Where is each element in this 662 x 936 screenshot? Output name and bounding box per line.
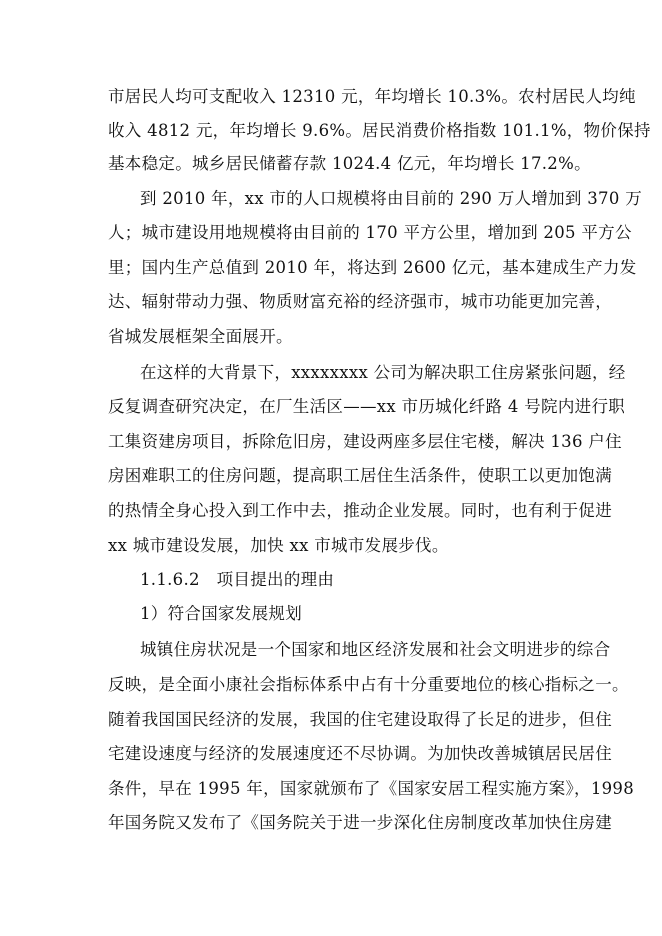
text-line: 收入 4812 元，年均增长 9.6%。居民消费价格指数 101.1%，物价保持 bbox=[108, 121, 651, 140]
text-line: xx 城市建设发展，加快 xx 市城市发展步伐。 bbox=[108, 536, 449, 555]
text-line: 的热情全身心投入到工作中去，推动企业发展。同时，也有利于促进 bbox=[108, 501, 612, 520]
text-line: 宅建设速度与经济的发展速度还不尽协调。为加快改善城镇居民居住 bbox=[108, 744, 612, 763]
section-heading: 1.1.6.2 项目提出的理由 bbox=[140, 570, 335, 589]
text-line: 反复调查研究决定，在厂生活区——xx 市历城化纤路 4 号院内进行职 bbox=[108, 397, 626, 416]
text-line: 市居民人均可支配收入 12310 元，年均增长 10.3%。农村居民人均纯 bbox=[108, 87, 636, 106]
text-line: 省城发展框架全面展开。 bbox=[108, 327, 293, 346]
text-line: 工集资建房项目，拆除危旧房，建设两座多层住宅楼，解决 136 户住 bbox=[108, 432, 622, 451]
text-line: 年国务院又发布了《国务院关于进一步深化住房制度改革加快住房建 bbox=[108, 813, 612, 832]
text-line: 条件，早在 1995 年，国家就颁布了《国家安居工程实施方案》，1998 bbox=[108, 779, 635, 798]
text-line: 基本稳定。城乡居民储蓄存款 1024.4 亿元，年均增长 17.2%。 bbox=[108, 154, 591, 173]
text-line: 人；城市建设用地规模将由目前的 170 平方公里，增加到 205 平方公 bbox=[108, 223, 632, 242]
text-line: 里；国内生产总值到 2010 年，将达到 2600 亿元，基本建成生产力发 bbox=[108, 258, 637, 277]
text-line: 随着我国国民经济的发展，我国的住宅建设取得了长足的进步，但住 bbox=[108, 710, 612, 729]
text-line: 反映，是全面小康社会指标体系中占有十分重要地位的核心指标之一。 bbox=[108, 675, 629, 694]
text-line: 达、辐射带动力强、物质财富充裕的经济强市，城市功能更加完善， bbox=[108, 292, 612, 311]
subsection-heading: 1）符合国家发展规划 bbox=[140, 604, 302, 623]
text-line: 房困难职工的住房问题，提高职工居住生活条件，使职工以更加饱满 bbox=[108, 466, 612, 485]
paragraph-start-line: 城镇住房状况是一个国家和地区经济发展和社会文明进步的综合 bbox=[140, 640, 611, 659]
paragraph-start-line: 在这样的大背景下，xxxxxxxx 公司为解决职工住房紧张问题，经 bbox=[140, 363, 626, 382]
paragraph-start-line: 到 2010 年，xx 市的人口规模将由目前的 290 万人增加到 370 万 bbox=[140, 189, 643, 208]
